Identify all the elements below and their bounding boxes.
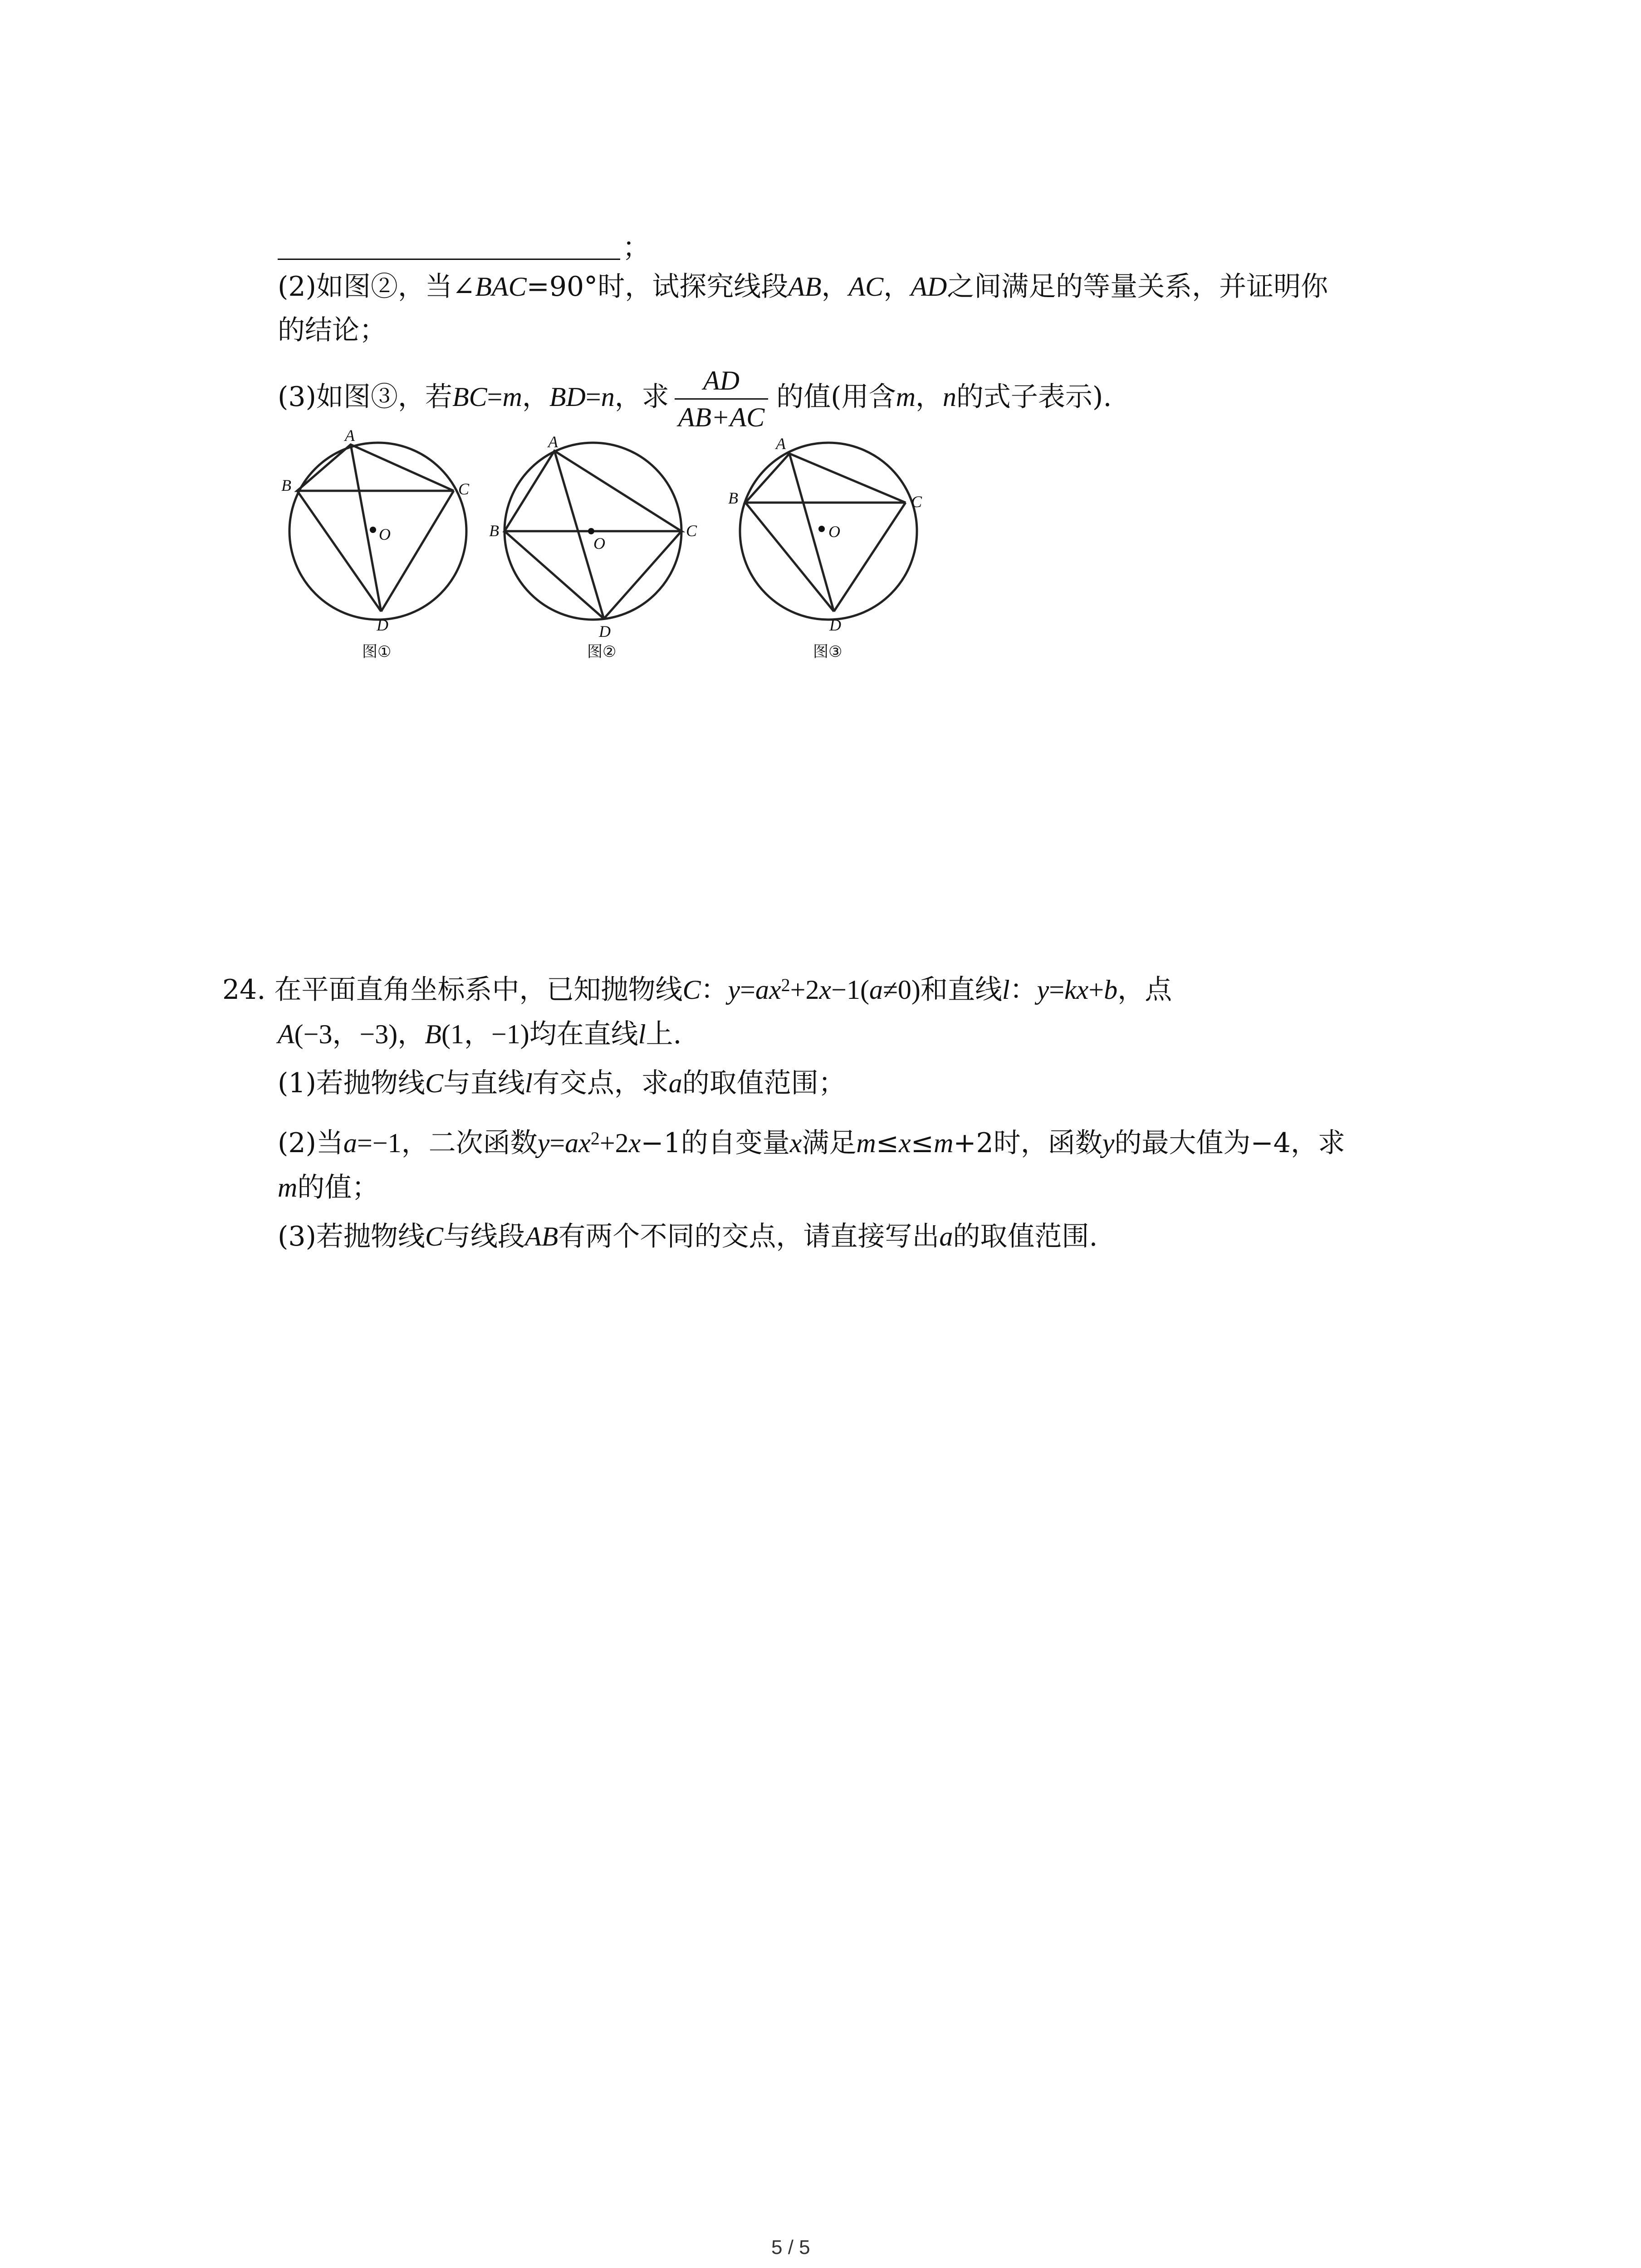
blank-end-punct: ； [622, 232, 650, 264]
label-B: B [281, 476, 291, 494]
geometry-figures [0, 0, 1641, 680]
label-A: A [548, 433, 558, 451]
label-D: D [599, 622, 611, 640]
q24-part1: (1)若抛物线C与直线l有交点，求a的取值范围； [278, 1067, 846, 1099]
q23-part2-line1: (2)如图②，当∠BAC=90°时，试探究线段AB，AC，AD之间满足的等量关系，并证明你 [278, 271, 1328, 303]
label-A: A [776, 435, 786, 453]
label-O: O [593, 534, 605, 552]
label-C: C [458, 480, 470, 498]
q24-line2: A(−3，−3)，B(1，−1)均在直线l上. [278, 1018, 682, 1050]
q23-part3: (3)如图③，若BC=m，BD=n，求 $\frac{AD}{AB+AC}$ 的值(用含m，n的式子表示). [278, 365, 1112, 432]
q24-part3: (3)若抛物线C与线段AB有两个不同的交点，请直接写出a的取值范围. [278, 1221, 1098, 1252]
question-number: 24. [222, 974, 266, 1006]
label-C: C [911, 493, 922, 511]
q24-line1: 24. 在平面直角坐标系中，已知抛物线C：$y=ax^2+2x-1(a\ne 0)$和直线l：y=kx+b，点 [222, 974, 1172, 1006]
q24-part2-line2: m的值； [278, 1172, 379, 1203]
label-D: D [829, 616, 841, 634]
figure-caption: 图② [587, 643, 617, 661]
label-B: B [489, 522, 499, 540]
page-number: 5 / 5 [771, 2236, 810, 2258]
label-A: A [345, 426, 355, 445]
q23-part2-line2: 的结论； [278, 314, 387, 346]
label-B: B [728, 489, 738, 507]
fraction-denominator: AB+AC [678, 402, 765, 432]
label-O: O [828, 523, 840, 541]
center-dot [818, 526, 825, 532]
center-dot [588, 528, 594, 534]
fraction-numerator: AD [675, 365, 768, 400]
q24-part2-line1: (2)当a=−1，二次函数$y=ax^2+2x-1$的自变量x满足m≤x≤m+2时，函数y的最大值为−4，求 [278, 1127, 1345, 1159]
label-O: O [379, 525, 391, 543]
figure-1 [289, 443, 466, 620]
center-dot [370, 527, 376, 533]
figure-caption: 图① [362, 643, 392, 661]
figure-caption: 图③ [813, 643, 843, 661]
label-D: D [377, 616, 388, 634]
label-C: C [686, 522, 697, 540]
